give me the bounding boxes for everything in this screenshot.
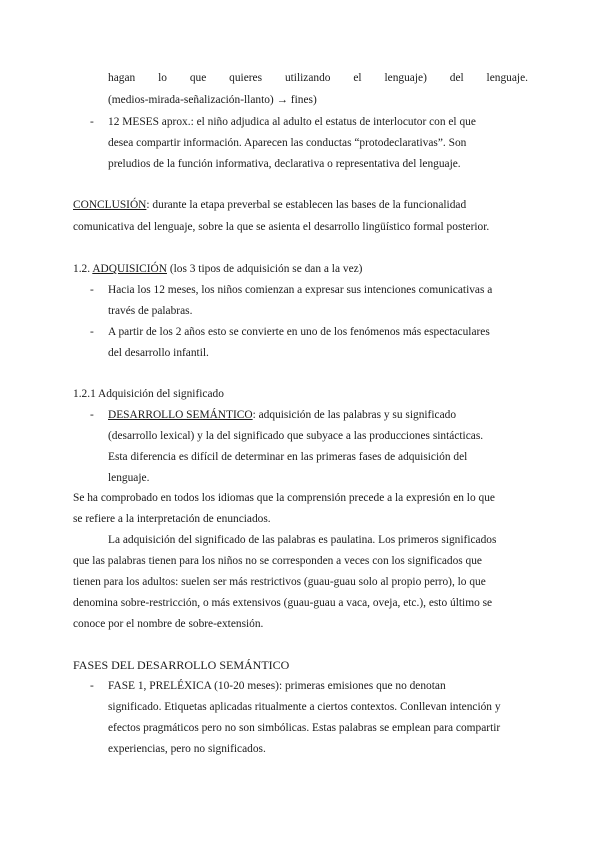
semantic-term-rest: : adquisición de las palabras y su significado: [252, 409, 457, 421]
conclusion-heading: CONCLUSIÓN: [73, 199, 147, 211]
adq-bullet-1-line-1: Hacia los 12 meses, los niños comienzan a expresar sus intenciones comunicativas a: [108, 284, 493, 296]
bullet-12m-line-2: desea compartir información. Aparecen las conductas “protodeclarativas”. Son: [108, 137, 467, 149]
justified-word: del: [449, 72, 464, 84]
justified-word: que: [189, 72, 207, 84]
adq-bullet-1-line-2: través de palabras.: [108, 305, 193, 317]
para2-line-3: tienen para los adultos: suelen ser más restrictivos (guau-guau solo al propio perro), lo que: [73, 576, 486, 588]
justified-word: lo: [158, 72, 167, 84]
conclusion-text: : durante la etapa preverbal se establecen las bases de la funcionalidad: [146, 199, 467, 211]
para2-line-1: La adquisición del significado de las palabras es paulatina. Los primeros significados: [108, 534, 497, 546]
bullet-12m-line-1: 12 MESES aprox.: el niño adjudica al adulto el estatus de interlocutor con el que: [108, 116, 476, 128]
fase1-line-2: significado. Etiquetas aplicadas ritualmente a ciertos contextos. Conllevan intención y: [108, 701, 501, 713]
section-1-2-heading: [73, 262, 362, 276]
intro-justified-line: [108, 71, 528, 85]
conclusion-line-2: comunicativa del lenguaje, sobre la que se asienta el desarrollo lingüístico formal posterior.: [73, 221, 490, 233]
justified-word: lenguaje): [384, 72, 427, 84]
bullet-dash: -: [90, 680, 94, 692]
semantic-bullet-line-4: lenguaje.: [108, 472, 150, 484]
para1-line-1: Se ha comprobado en todos los idiomas que la comprensión precede a la expresión en lo que: [73, 492, 495, 504]
bullet-dash: -: [90, 409, 94, 421]
section-title-rest: (los 3 tipos de adquisición se dan a la vez): [166, 263, 363, 275]
semantic-bullet-line-3: Esta diferencia es difícil de determinar en las primeras fases de adquisición del: [108, 451, 468, 463]
justified-word: quieres: [229, 72, 263, 84]
adq-bullet-2-line-2: del desarrollo infantil.: [108, 347, 209, 359]
adq-bullet-2-line-1: A partir de los 2 años esto se convierte en uno de los fenómenos más espectaculares: [108, 326, 490, 338]
semantic-bullet-line-2: (desarrollo lexical) y la del significado que subyace a las producciones sintácticas.: [108, 430, 484, 442]
conclusion-line-1: [73, 198, 466, 212]
fases-heading: FASES DEL DESARROLLO SEMÁNTICO: [73, 658, 290, 672]
bullet-dash: -: [90, 326, 94, 338]
para1-line-2: se refiere a la interpretación de enunciados.: [73, 513, 271, 525]
justified-word: hagan: [108, 72, 136, 84]
semantic-term: DESARROLLO SEMÁNTICO: [108, 409, 253, 421]
para2-line-2: que las palabras tienen para los niños no se corresponden a veces con los significados que: [73, 555, 482, 567]
section-title: ADQUISICIÓN: [92, 263, 167, 275]
semantic-bullet-line-1: [108, 408, 456, 422]
bullet-dash: -: [90, 284, 94, 296]
para2-line-5: conoce por el nombre de sobre-extensión.: [73, 618, 264, 630]
bullet-dash: -: [90, 116, 94, 128]
justified-word: utilizando: [284, 72, 331, 84]
justified-word: el: [353, 72, 362, 84]
section-number: 1.2.: [73, 263, 91, 275]
justified-word: lenguaje.: [486, 72, 528, 84]
intro-line-2: (medios-mirada-señalización-llanto) → fines): [108, 94, 317, 106]
fase1-line-3: efectos pragmáticos pero no son simbólicas. Estas palabras se emplean para compartir: [108, 722, 501, 734]
para2-line-4: denomina sobre-restricción, o más extensivos (guau-guau a vaca, oveja, etc.), esto último se: [73, 597, 493, 609]
fase1-line-1: FASE 1, PRELÉXICA (10-20 meses): primeras emisiones que no denotan: [108, 680, 446, 692]
fase1-line-4: experiencias, pero no significados.: [108, 743, 266, 755]
bullet-12m-line-3: preludios de la función informativa, declarativa o representativa del lenguaje.: [108, 158, 461, 170]
section-1-2-1-heading: 1.2.1 Adquisición del significado: [73, 388, 224, 400]
